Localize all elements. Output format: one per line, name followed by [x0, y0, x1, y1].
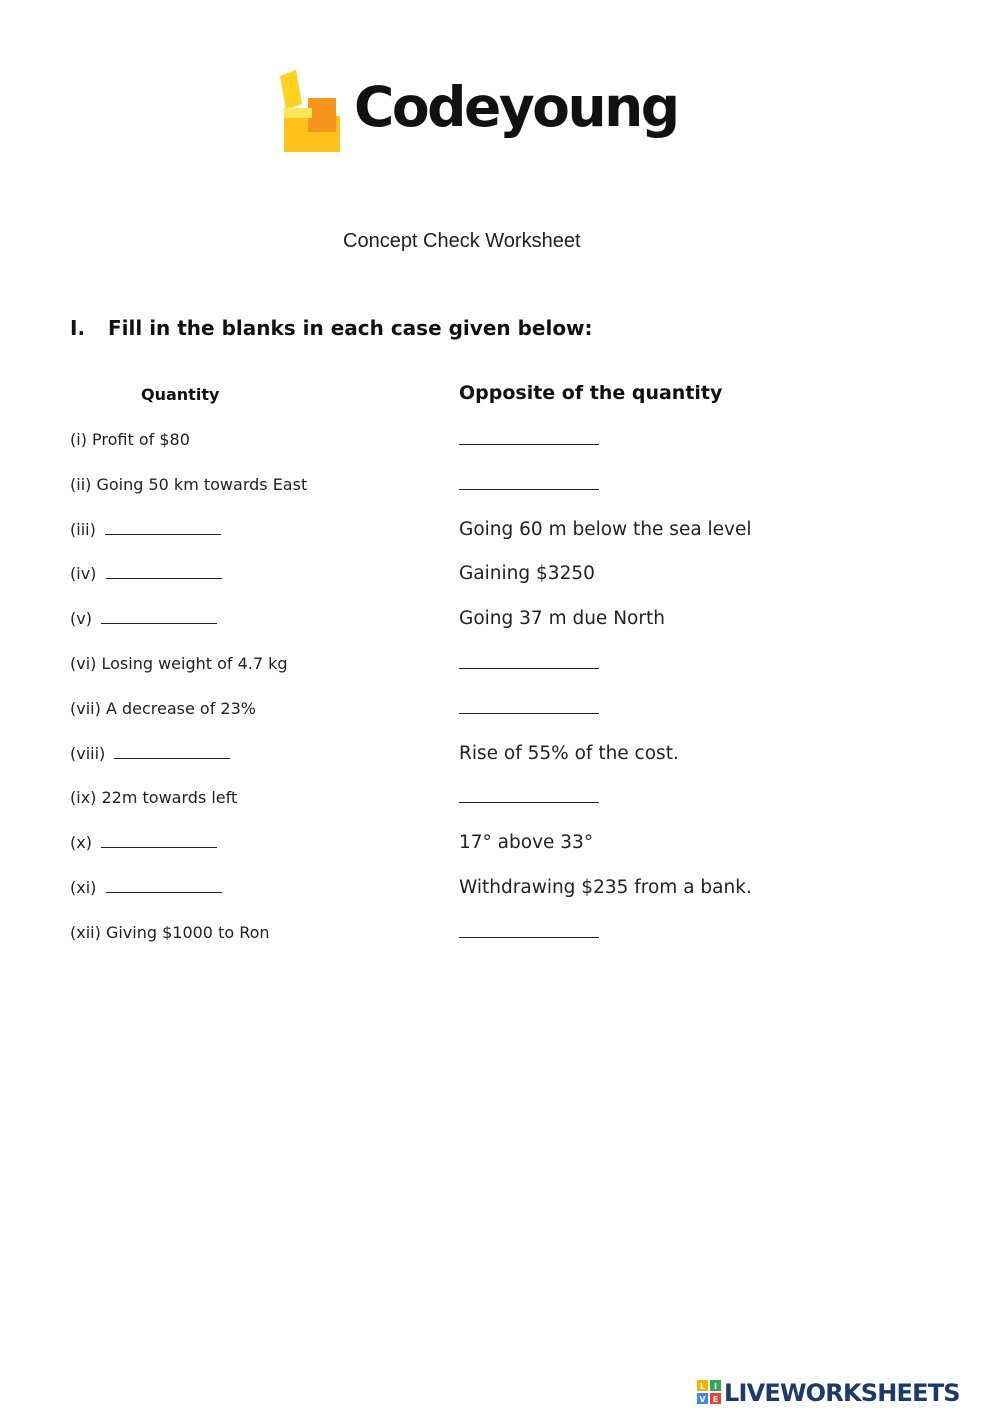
quantity-blank[interactable] [106, 878, 222, 893]
wm-letter-v: V [699, 1395, 706, 1404]
opposite-blank[interactable] [459, 788, 599, 803]
quantity-blank[interactable] [101, 609, 217, 624]
quantity-cell [70, 744, 230, 763]
opposite-cell [459, 429, 599, 450]
quantity-text: 22m towards left [101, 788, 238, 808]
opposite-cell [459, 832, 593, 853]
quantity-cell [70, 788, 237, 807]
row-label: (iv) [70, 564, 97, 584]
brand-name: Codeyoung [354, 75, 678, 139]
column-header-quantity: Quantity [141, 385, 220, 404]
opposite-blank[interactable] [459, 654, 599, 669]
quantity-cell [70, 564, 222, 583]
opposite-cell [459, 922, 599, 943]
opposite-text: Rise of 55% of the cost. [459, 742, 679, 764]
watermark-text: LIVEWORKSHEETS [724, 1379, 960, 1407]
opposite-text: 17° above 33° [459, 832, 594, 854]
opposite-blank[interactable] [459, 475, 599, 490]
wm-letter-e: E [712, 1395, 719, 1404]
quantity-text: Profit of $80 [92, 430, 190, 449]
opposite-cell [459, 877, 752, 898]
quantity-cell [70, 609, 217, 628]
section-number: I. [70, 316, 86, 340]
opposite-cell [459, 698, 599, 719]
opposite-text: Going 37 m due North [459, 608, 665, 630]
codeyoung-logo [278, 68, 678, 168]
quantity-cell [70, 430, 190, 449]
quantity-text: Losing weight of 4.7 kg [101, 654, 288, 673]
row-label: (xi) [70, 878, 97, 897]
quantity-cell [70, 923, 270, 942]
codeyoung-logo-icon [278, 68, 340, 154]
liveworksheets-logo-icon [697, 1380, 721, 1404]
quantity-blank[interactable] [106, 564, 222, 579]
opposite-text: Going 60 m below the sea level [459, 518, 752, 540]
row-label: (ix) [70, 788, 97, 808]
row-label: (viii) [70, 743, 106, 763]
row-label: (i) [70, 430, 87, 449]
quantity-cell [70, 475, 307, 494]
opposite-blank[interactable] [459, 430, 599, 445]
quantity-cell [70, 699, 256, 718]
opposite-text: Gaining $3250 [459, 563, 595, 585]
opposite-blank[interactable] [459, 699, 599, 714]
opposite-cell [459, 608, 665, 629]
quantity-blank[interactable] [101, 833, 217, 848]
opposite-blank[interactable] [459, 923, 599, 938]
wm-letter-i: I [714, 1382, 717, 1391]
opposite-cell [459, 519, 752, 540]
row-label: (x) [70, 833, 92, 853]
opposite-cell [459, 474, 599, 495]
opposite-cell [459, 743, 679, 764]
opposite-text: Withdrawing $235 from a bank. [459, 877, 752, 898]
row-label: (vi) [70, 654, 97, 673]
worksheet-title: Concept Check Worksheet [343, 230, 581, 252]
section-instruction: Fill in the blanks in each case given below: [108, 316, 593, 340]
quantity-text: Giving $1000 to Ron [105, 922, 270, 942]
quantity-blank[interactable] [114, 744, 230, 759]
section-heading [70, 316, 593, 340]
row-label: (ii) [70, 474, 92, 494]
quantity-cell [70, 878, 222, 897]
wm-letter-l: L [699, 1382, 706, 1391]
opposite-cell [459, 563, 595, 584]
quantity-cell [70, 654, 288, 673]
quantity-cell [70, 833, 217, 852]
quantity-cell [70, 520, 221, 539]
row-label: (iii) [70, 519, 96, 539]
row-label: (v) [70, 609, 92, 629]
quantity-text: Going 50 km towards East [96, 474, 308, 494]
quantity-blank[interactable] [105, 520, 221, 535]
quantity-text: A decrease of 23% [105, 698, 256, 718]
column-header-opposite: Opposite of the quantity [459, 382, 723, 404]
row-label: (xii) [70, 922, 101, 942]
row-label: (vii) [70, 698, 101, 718]
opposite-cell [459, 653, 599, 674]
opposite-cell [459, 787, 599, 808]
